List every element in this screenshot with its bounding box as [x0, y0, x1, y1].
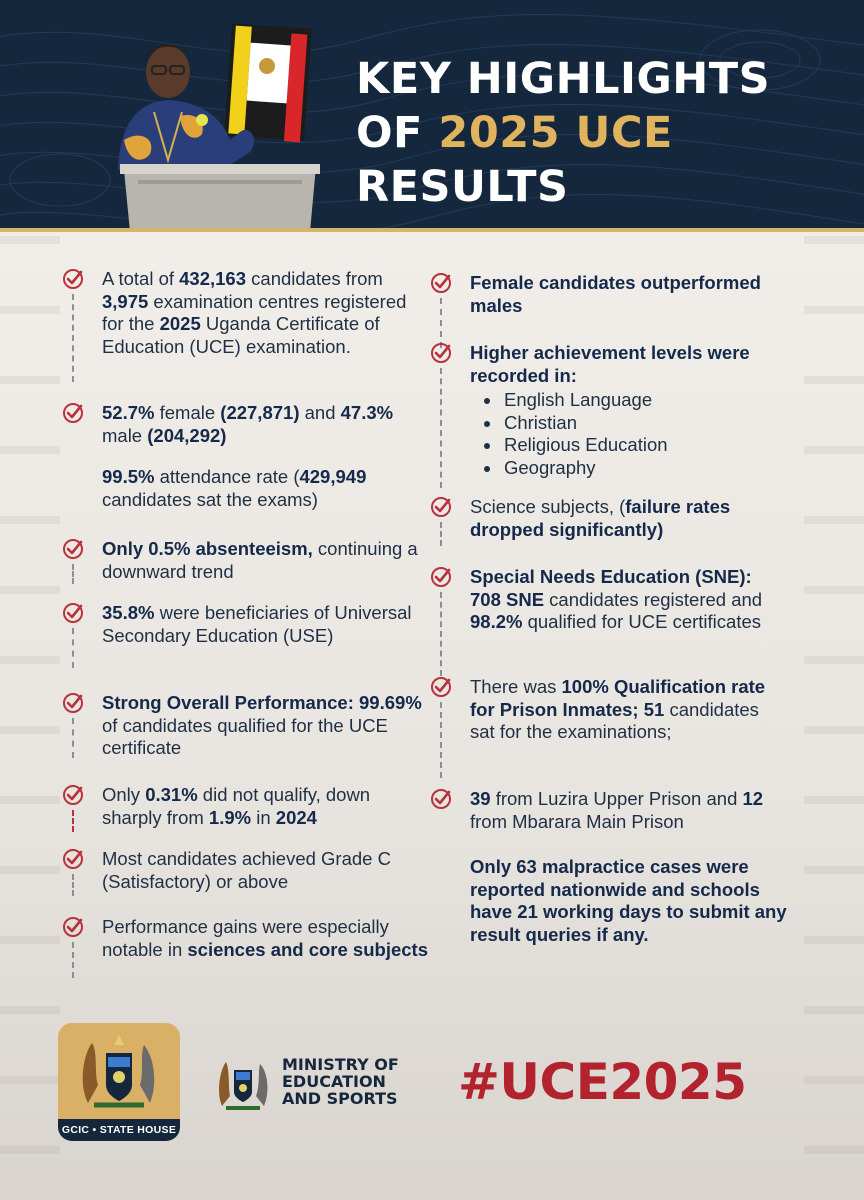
- emphasis-text: 1.9%: [208, 806, 252, 828]
- highlight-text: [470, 496, 770, 541]
- emphasis-text: Strong Overall Performance: 99.69%: [102, 692, 422, 713]
- highlight-text: [102, 268, 432, 358]
- body-text: in: [251, 806, 276, 828]
- body-text: Uganda Certificate of Education (UCE) examination.: [102, 313, 380, 357]
- check-circle-icon: [430, 496, 452, 518]
- subject-list-item: Geography: [470, 457, 780, 480]
- check-circle-icon: [62, 268, 84, 290]
- dashed-connector: [72, 294, 74, 382]
- title-line-1: KEY HIGHLIGHTS: [356, 54, 771, 104]
- body-text: continuing a downward trend: [102, 538, 418, 582]
- emphasis-text: 52.7%: [102, 402, 155, 423]
- emphasis-text: 432,163: [179, 268, 247, 289]
- check-circle-icon: [430, 676, 452, 698]
- body-text: were beneficiaries of Universal Secondary Education (USE): [102, 602, 412, 646]
- body-text: from Mbarara Main Prison: [470, 810, 684, 832]
- emphasis-text: Special Needs Education (SNE): 708 SNE: [470, 566, 752, 610]
- ministry-line-1: MINISTRY OF: [282, 1055, 399, 1074]
- highlight-text: [102, 466, 392, 511]
- highlight-text: [470, 342, 780, 480]
- emphasis-text: 12: [742, 788, 764, 809]
- check-circle-icon: [62, 602, 84, 624]
- dashed-connector: [440, 368, 442, 488]
- dashed-connector: [440, 592, 442, 676]
- check-circle-icon: [62, 402, 84, 424]
- body-text: candidates sat for the examinations;: [470, 698, 759, 743]
- gcic-label: GCIC • STATE HOUSE: [58, 1119, 180, 1141]
- highlight-text: [102, 784, 422, 829]
- left-column: [62, 268, 442, 988]
- ministry-crest-icon: [212, 1052, 274, 1112]
- highlight-text: [102, 692, 432, 760]
- highlight-text: [102, 538, 422, 583]
- body-text: did not qualify, down sharply from: [102, 784, 371, 828]
- check-circle-icon: [430, 342, 452, 364]
- right-column: [430, 272, 810, 952]
- dashed-connector: [72, 718, 74, 758]
- highlight-text: [470, 272, 770, 317]
- dashed-connector: [72, 564, 74, 584]
- check-circle-icon: [62, 692, 84, 714]
- body-text: candidates from: [246, 268, 383, 289]
- emphasis-text: 429,949: [299, 466, 367, 487]
- dashed-connector: [440, 522, 442, 546]
- highlight-text: [102, 402, 402, 447]
- emphasis-text: failure rates dropped significantly): [470, 496, 731, 540]
- check-circle-icon: [430, 788, 452, 810]
- emphasis-text: 35.8%: [102, 602, 155, 623]
- emphasis-text: 3,975: [102, 290, 149, 312]
- header-banner: [0, 0, 864, 232]
- gcic-logo: [58, 1023, 180, 1141]
- hashtag: #UCE2025: [458, 1053, 747, 1111]
- body-text: from Luzira Upper Prison and: [490, 788, 743, 809]
- emphasis-text: Female candidates outperformed males: [470, 272, 761, 316]
- subject-list-item: Christian: [470, 412, 780, 435]
- check-circle-icon: [62, 916, 84, 938]
- emphasis-text: sciences and core subjects: [187, 938, 428, 960]
- highlight-text: [470, 856, 790, 946]
- title-highlight: 2025 UCE: [438, 108, 673, 158]
- highlight-text: [102, 602, 422, 647]
- highlight-text: [470, 676, 780, 744]
- body-text: Performance gains were especially notable in: [102, 916, 389, 960]
- subject-list-item: English Language: [470, 389, 780, 412]
- ministry-line-3: AND SPORTS: [282, 1089, 398, 1108]
- check-circle-icon: [430, 272, 452, 294]
- body-text: female: [154, 402, 221, 423]
- body-text: A total of: [102, 268, 180, 289]
- subject-list: [470, 389, 780, 479]
- podium: [120, 164, 320, 232]
- emphasis-text: Only 63 malpractice cases were reported nationwide and schools have 21 working days to submit any result queries if any.: [470, 856, 787, 945]
- check-circle-icon: [62, 538, 84, 560]
- emphasis-text: 39: [470, 788, 491, 809]
- coat-of-arms-icon: [58, 1023, 180, 1119]
- highlight-text: [470, 788, 780, 833]
- emphasis-text: 0.31%: [145, 784, 198, 805]
- title-line-2: [356, 106, 770, 160]
- body-text: male: [102, 424, 148, 446]
- emphasis-text: Higher achievement levels were recorded in:: [470, 342, 750, 386]
- body-text: candidates sat the exams): [102, 488, 318, 510]
- bookshelf-left: [0, 236, 60, 1200]
- emphasis-text: (227,871): [220, 402, 300, 423]
- emphasis-text: 2024: [275, 806, 317, 828]
- body-text: Science subjects, (: [470, 496, 626, 517]
- dashed-connector: [440, 298, 442, 348]
- body-text: examination centres registered for the: [102, 290, 407, 335]
- body-text: Most candidates achieved Grade C (Satisfactory) or above: [102, 848, 391, 892]
- page-title: [356, 52, 770, 214]
- body-text: Only: [102, 784, 146, 805]
- body-text: and: [299, 402, 341, 423]
- dashed-connector: [72, 810, 74, 832]
- emphasis-text: 47.3%: [340, 402, 394, 423]
- body-text: candidates registered and: [544, 588, 763, 610]
- dashed-connector: [72, 874, 74, 896]
- emphasis-text: 99.5%: [102, 466, 155, 487]
- check-circle-icon: [430, 566, 452, 588]
- check-circle-icon: [62, 784, 84, 806]
- body-text: of candidates qualified for the UCE certificate: [102, 714, 388, 759]
- highlight-text: [102, 848, 422, 893]
- dashed-connector: [72, 628, 74, 668]
- results-book: [224, 23, 312, 142]
- ministry-name: [282, 1056, 399, 1107]
- highlight-text: [102, 916, 442, 961]
- ministry-line-2: EDUCATION: [282, 1072, 386, 1091]
- subject-list-item: Religious Education: [470, 434, 780, 457]
- highlight-text: [470, 566, 780, 634]
- emphasis-text: 100% Qualification rate for Prison Inmates;: [470, 676, 766, 720]
- emphasis-text: 98.2%: [470, 611, 523, 633]
- emphasis-text: 2025: [159, 313, 201, 335]
- dashed-connector: [440, 702, 442, 778]
- emphasis-text: Only 0.5% absenteeism,: [102, 538, 313, 559]
- body-text: There was: [470, 676, 562, 697]
- dashed-connector: [72, 942, 74, 978]
- title-line-2-prefix: OF: [356, 108, 439, 158]
- bookshelf-right: [804, 236, 864, 1200]
- title-line-3: RESULTS: [356, 162, 569, 212]
- body-text: qualified for UCE certificates: [522, 611, 762, 633]
- speaker-illustration: [110, 20, 330, 232]
- body-text: attendance rate (: [154, 466, 300, 487]
- check-circle-icon: [62, 848, 84, 870]
- emphasis-text: (204,292): [147, 424, 227, 446]
- emphasis-text: 51: [643, 698, 665, 720]
